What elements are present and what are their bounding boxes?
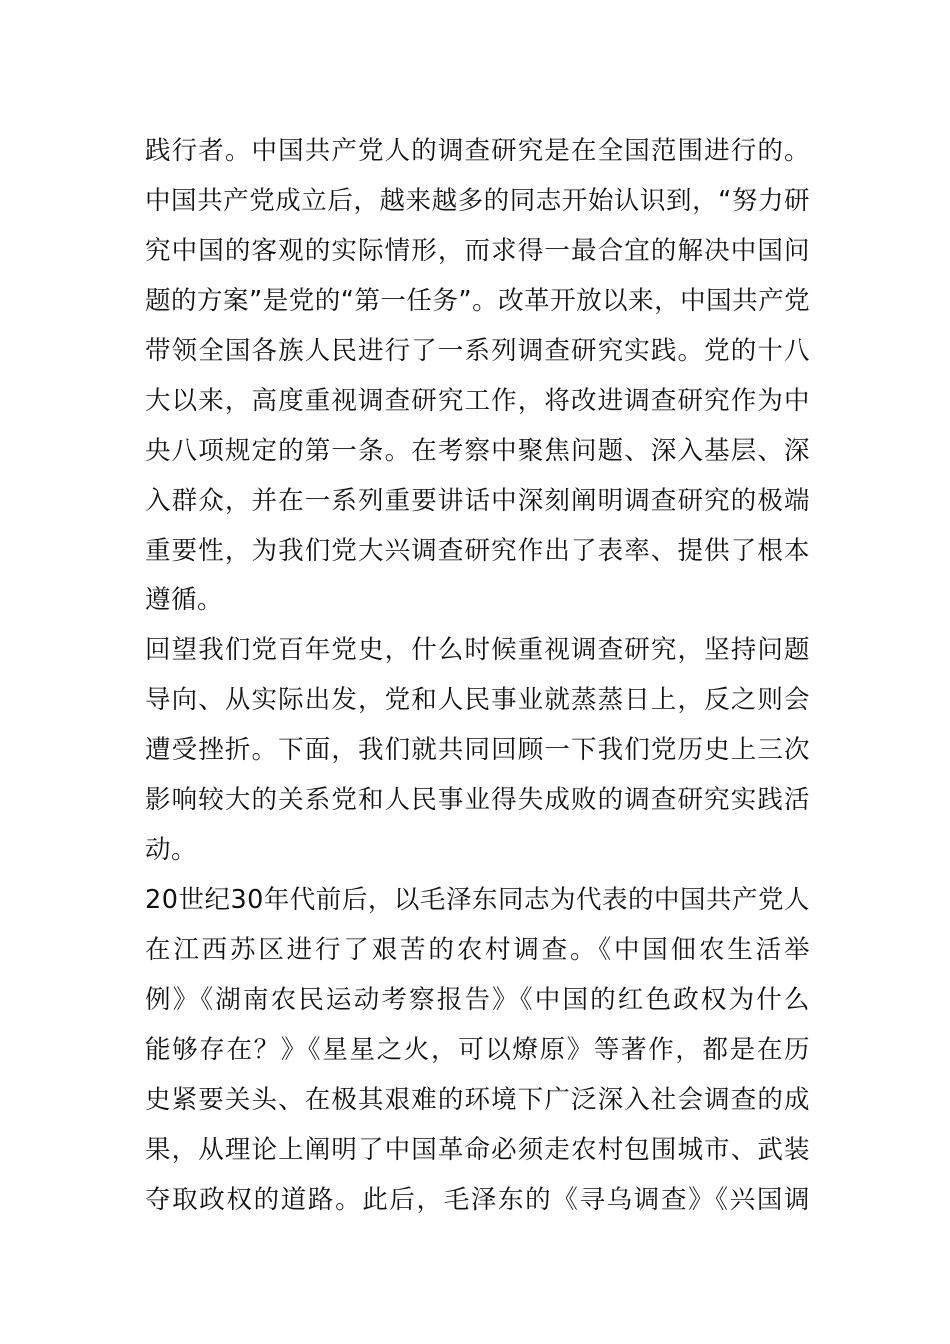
text-line: 在江西苏区进行了艰苦的农村调查。《中国佃农生活举 [145, 935, 810, 965]
text-line: 史紧要关头、在极其艰难的环境下广泛深入社会调查的成 [145, 1084, 810, 1115]
text-line: 央八项规定的第一条。在考察中聚焦问题、深入基层、深 [145, 435, 810, 466]
text-line: 回望我们党百年党史，什么时候重视调查研究，坚持问题 [145, 635, 810, 666]
text-line: 遭受挫折。下面，我们就共同回顾一下我们党历史上三次 [145, 735, 810, 766]
text-line: 入群众，并在一系列重要讲话中深刻阐明调查研究的极端 [145, 485, 810, 516]
text-line: 动。 [145, 835, 198, 866]
text-line: 果，从理论上阐明了中国革命必须走农村包围城市、武装 [145, 1134, 810, 1165]
text-line: 影响较大的关系党和人民事业得失成败的调查研究实践活 [145, 785, 810, 816]
text-line: 重要性，为我们党大兴调查研究作出了表率、提供了根本 [145, 535, 810, 566]
text-line: 究中国的客观的实际情形，而求得一最合宜的解决中国问 [145, 235, 810, 266]
text-line: 带领全国各族人民进行了一系列调查研究实践。党的十八 [145, 335, 810, 366]
document-body [145, 127, 810, 1226]
text-line: 例》《湖南农民运动考察报告》《中国的红色政权为什么 [145, 984, 810, 1015]
text-line: 遵循。 [145, 585, 224, 616]
text-line: 导向、从实际出发，党和人民事业就蒸蒸日上，反之则会 [145, 685, 810, 716]
text-line: 大以来，高度重视调查研究工作，将改进调查研究作为中 [145, 385, 810, 416]
text-line: 中国共产党成立后，越来越多的同志开始认识到，“努力研 [145, 185, 810, 216]
text-line: 夺取政权的道路。此后，毛泽东的《寻乌调查》《兴国调 [145, 1184, 810, 1215]
text-line: 20世纪30年代前后，以毛泽东同志为代表的中国共产党人 [145, 885, 810, 916]
text-line: 践行者。中国共产党人的调查研究是在全国范围进行的。 [145, 136, 810, 166]
text-line: 能够存在？》《星星之火，可以燎原》等著作，都是在历 [145, 1034, 810, 1065]
text-line: 题的方案”是党的“第一任务”。改革开放以来，中国共产党 [145, 285, 811, 316]
